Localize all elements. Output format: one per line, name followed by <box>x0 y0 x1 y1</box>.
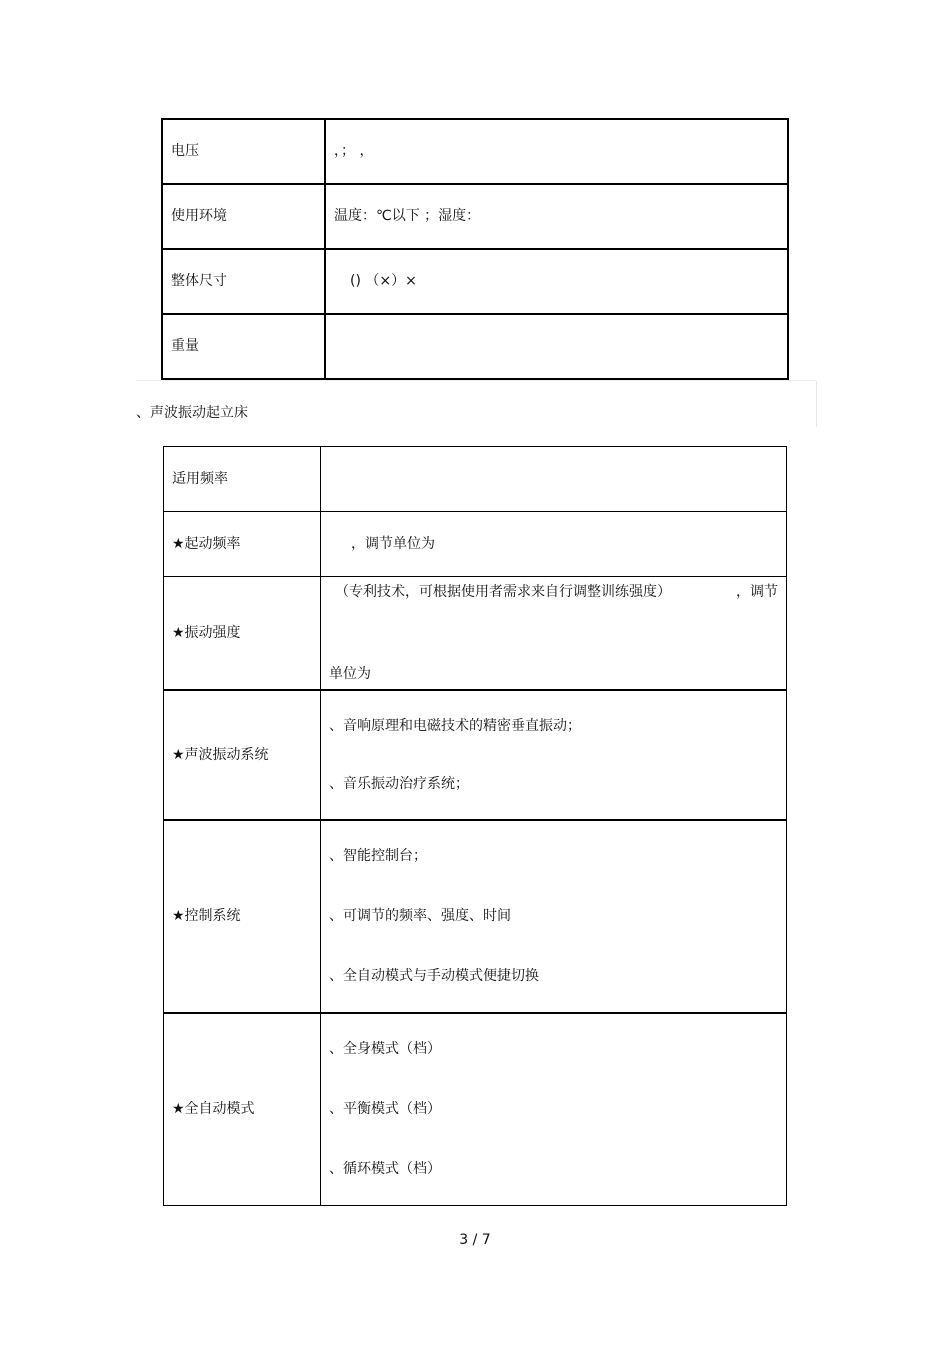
text-line: 、智能控制台； <box>329 848 427 865</box>
row-value <box>321 1013 787 1206</box>
spec-table-1 <box>161 118 789 380</box>
text-line: 、可调节的频率、强度、时间 <box>329 908 511 925</box>
row-label-environment: 使用环境 <box>162 184 325 249</box>
text-line: 、全自动模式与手动模式便捷切换 <box>329 968 539 985</box>
divider <box>136 380 816 381</box>
table-row <box>164 1013 787 1206</box>
table-row <box>162 184 788 249</box>
text-line: 、平衡模式（档） <box>329 1101 441 1118</box>
table-row <box>164 577 787 691</box>
row-value-environment: 温度：℃以下 ；湿度： <box>325 184 788 249</box>
table-row <box>162 314 788 379</box>
text-line: 、全身模式（档） <box>329 1041 441 1058</box>
text-line: 单位为 <box>329 665 371 682</box>
table-row <box>164 690 787 820</box>
row-value-voltage: ，； ， <box>325 119 788 184</box>
spec-table-2 <box>163 446 787 1206</box>
row-value: ，调节单位为 <box>321 512 787 577</box>
table-row <box>164 820 787 1013</box>
row-label-weight: 重量 <box>162 314 325 379</box>
row-label: ★控制系统 <box>164 820 321 1013</box>
row-label: ★全自动模式 <box>164 1013 321 1206</box>
table-row <box>162 119 788 184</box>
table-row <box>162 249 788 314</box>
text-line: 、音响原理和电磁技术的精密垂直振动； <box>329 717 581 734</box>
text-line-part: ，调节 <box>736 584 778 600</box>
row-label-dimensions: 整体尺寸 <box>162 249 325 314</box>
table-row <box>164 447 787 512</box>
divider <box>816 381 817 427</box>
row-value <box>321 577 787 691</box>
row-label-voltage: 电压 <box>162 119 325 184</box>
text-line <box>329 583 778 601</box>
page-number: 3 / 7 <box>459 1232 491 1248</box>
text-line: 、循环模式（档） <box>329 1161 441 1178</box>
row-value <box>321 820 787 1013</box>
row-label: ★声波振动系统 <box>164 690 321 820</box>
row-value-dimensions: () （×）× <box>325 249 788 314</box>
row-label: ★起动频率 <box>164 512 321 577</box>
row-label: 适用频率 <box>164 447 321 512</box>
row-value-weight <box>325 314 788 379</box>
section-heading: 、声波振动起立床 <box>136 405 248 421</box>
row-value <box>321 690 787 820</box>
text-line-part: （专利技术，可根据使用者需求来自行调整训练强度） <box>335 584 671 600</box>
text-line: 、音乐振动治疗系统； <box>329 775 469 792</box>
row-value <box>321 447 787 512</box>
row-label: ★振动强度 <box>164 577 321 691</box>
table-row <box>164 512 787 577</box>
